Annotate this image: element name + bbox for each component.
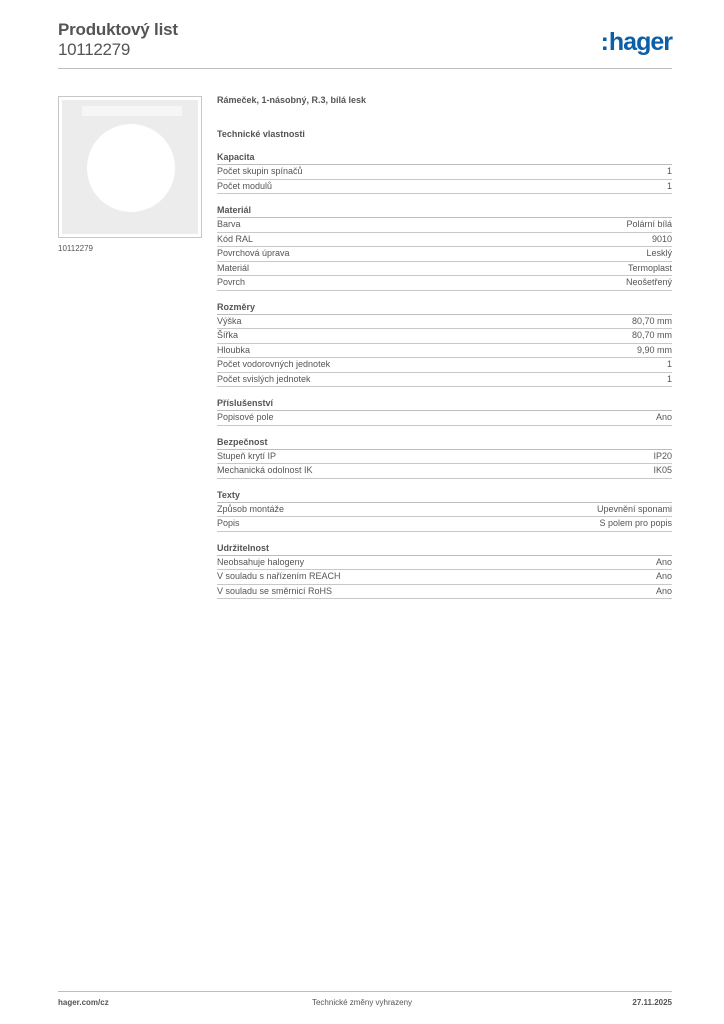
section-title: Texty [217,489,672,503]
page-header [58,20,672,70]
page-title: Produktový list [58,20,178,39]
spec-row [217,585,672,600]
footer-date: 27.11.2025 [632,998,672,1007]
spec-value: 80,70 mm [631,315,672,326]
spec-row [217,180,672,195]
spec-row [217,358,672,373]
spec-value: IP20 [653,450,672,461]
spec-row [217,450,672,465]
frame-plate [62,100,198,234]
product-details [217,95,672,599]
spec-value: Termoplast [627,262,672,273]
product-frame-image [58,96,202,238]
section-title: Rozměry [217,301,672,315]
spec-row [217,503,672,518]
spec-value: 9010 [651,233,672,244]
logo-text: hager [608,28,672,56]
spec-value: Ano [655,412,672,422]
frame-opening [87,124,175,212]
spec-row [217,165,672,180]
header-divider [58,68,672,69]
label-strip [82,106,182,116]
spec-value: Ano [655,571,672,581]
spec-section [217,397,672,426]
spec-row [217,556,672,571]
spec-value: IK05 [653,465,672,475]
product-name: Rámeček, 1-násobný, R.3, bílá lesk [217,95,367,105]
spec-label: Barva [217,219,241,229]
spec-label: Kód RAL [217,233,254,244]
spec-value: 1 [666,373,672,384]
spec-row [217,262,672,277]
spec-label: Hloubka [217,344,251,355]
spec-row [217,517,672,532]
spec-value: Upevnění sponami [596,503,672,514]
spec-section [217,204,672,291]
spec-value: 1 [666,166,672,176]
spec-row [217,570,672,585]
spec-row [217,276,672,291]
spec-value: 1 [666,180,672,191]
spec-label: Materiál [217,262,250,273]
spec-label: V souladu s nařízením REACH [217,571,341,581]
spec-value: S polem pro popis [599,518,672,528]
spec-value: Polární bílá [626,219,672,229]
technical-properties-heading: Technické vlastnosti [217,129,305,139]
image-caption: 10112279 [58,244,93,253]
spec-label: Popisové pole [217,412,274,422]
spec-label: Povrchová úprava [217,248,290,258]
spec-row [217,329,672,344]
spec-sections [217,151,672,599]
section-title: Příslušenství [217,397,672,411]
spec-section [217,151,672,194]
section-title: Bezpečnost [217,436,672,450]
spec-label: Mechanická odolnost IK [217,465,313,475]
spec-label: Popis [217,518,240,528]
spec-section [217,301,672,388]
spec-row [217,344,672,359]
spec-label: Počet vodorovných jednotek [217,359,331,369]
spec-label: Neobsahuje halogeny [217,556,305,567]
section-title: Kapacita [217,151,672,165]
document-number: 10112279 [58,40,130,59]
spec-row [217,247,672,262]
spec-value: Ano [655,556,672,567]
spec-label: Šířka [217,330,239,340]
spec-row [217,233,672,248]
spec-label: Povrch [217,277,246,287]
spec-value: Lesklý [646,248,672,258]
spec-row [217,464,672,479]
footer-divider [58,991,672,992]
spec-label: Počet svislých jednotek [217,373,311,384]
spec-label: Počet skupin spínačů [217,166,303,176]
spec-value: 9,90 mm [636,344,672,355]
spec-label: Počet modulů [217,180,273,191]
section-title: Udržitelnost [217,542,672,556]
spec-row [217,315,672,330]
spec-row [217,411,672,426]
footer-website-link[interactable]: hager.com/cz [58,998,109,1007]
spec-label: V souladu se směrnicí RoHS [217,585,333,596]
spec-row [217,218,672,233]
spec-value: Neošetřený [625,277,672,287]
spec-section [217,542,672,600]
spec-value: Ano [655,585,672,596]
spec-value: 1 [666,359,672,369]
spec-row [217,373,672,388]
spec-label: Výška [217,315,242,326]
spec-label: Stupeň krytí IP [217,450,277,461]
section-title: Materiál [217,204,672,218]
hager-logo[interactable] [601,28,672,57]
footer-notice: Technické změny vyhrazeny [311,998,413,1007]
logo-dots-icon: : [600,28,608,56]
spec-section [217,436,672,479]
spec-value: 80,70 mm [631,330,672,340]
spec-section [217,489,672,532]
spec-label: Způsob montáže [217,503,285,514]
